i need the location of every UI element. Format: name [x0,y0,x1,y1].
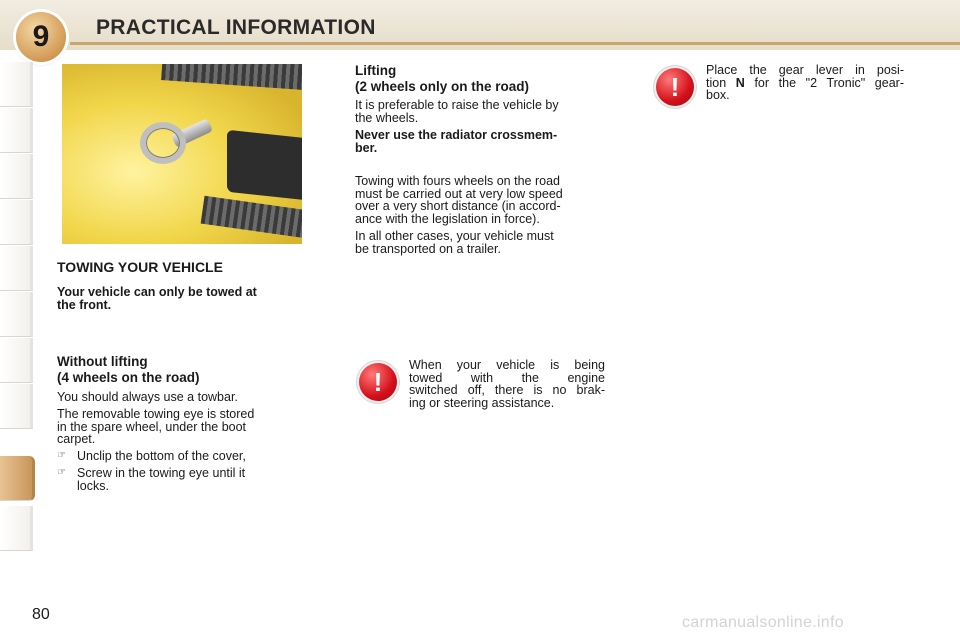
without-lifting-heading [57,354,200,386]
grille-upper [161,64,302,92]
pointing-hand-icon: ☞ [57,450,66,461]
text-line: must be carried out at very low speed [355,186,563,201]
text-line: Towing with fours wheels on the road [355,174,560,188]
four-wheels-towing-text [355,175,607,225]
pointing-hand-icon: ☞ [57,467,66,478]
warning-icon: ! [359,363,397,401]
grille-lower [201,196,302,240]
text-line: the front. [57,297,112,312]
chapter-tab[interactable] [0,200,33,245]
text-line: ance with the legislation in force). [355,211,540,226]
chapter-tab[interactable] [0,506,33,551]
gear-lever-warning-text [706,64,904,102]
bumper-opening [227,130,302,200]
front-only-note [57,286,309,311]
watermark: carmanualsonline.info [682,614,844,631]
header-rule [70,42,960,45]
chapter-tab-active[interactable] [0,456,35,501]
chapter-tab[interactable] [0,108,33,153]
heading-line: Lifting [355,63,397,78]
chapter-badge [16,12,66,62]
text-line: box. [706,88,730,102]
chapter-tab[interactable] [0,292,33,337]
radiator-crossmember-warning [355,129,607,154]
text-line: locks. [77,478,109,493]
text-line: When your vehicle is being [409,358,605,372]
towing-eye-photo [62,64,302,244]
text-line: over a very short distance (in accord- [355,199,561,213]
chapter-tab[interactable] [0,384,33,429]
page-title: PRACTICAL INFORMATION [96,16,376,39]
text-fragment: tion [706,75,736,90]
towbar-text: You should always use a towbar. [57,390,238,404]
chapter-tabs [0,62,34,572]
chapter-tab[interactable] [0,246,33,291]
page-number: 80 [32,606,50,623]
text-line: Screw in the towing eye until it [77,466,246,480]
text-line: the wheels. [355,110,419,125]
text-line: ing or steering assistance. [409,395,555,410]
gear-position-label: N [735,75,745,90]
towing-eye-storage-text [57,408,309,446]
text-line: Place the gear lever in posi- [706,63,904,77]
section-title: TOWING YOUR VEHICLE [57,259,223,275]
list-item-text [77,467,309,492]
text-line: The removable towing eye is stored [57,407,255,421]
engine-off-warning-text [409,359,605,409]
list-item-text: Unclip the bottom of the cover, [77,449,246,463]
text-line: In all other cases, your vehicle must [355,229,554,243]
text-line: carpet. [57,432,96,446]
towing-eye-ring [140,122,186,164]
chapter-tab[interactable] [0,154,33,199]
text-line: It is preferable to raise the vehicle by [355,98,559,112]
text-line: switched off, there is no brak- [409,383,605,397]
chapter-number: 9 [32,20,50,53]
heading-line: (4 wheels on the road) [57,370,200,385]
text-line: ber. [355,140,378,155]
chapter-tab[interactable] [0,338,33,383]
list-item [57,467,309,495]
warning-icon: ! [656,68,694,106]
text-line: Your vehicle can only be towed at [57,285,257,299]
text-line: towed with the engine [409,370,605,385]
text-line: in the spare wheel, under the boot [57,419,247,434]
heading-line: Without lifting [57,354,148,369]
text-line: Never use the radiator crossmem- [355,128,558,142]
raise-by-wheels-text [355,99,607,124]
text-line: be transported on a trailer. [355,241,501,256]
chapter-tab[interactable] [0,62,33,107]
trailer-text [355,230,607,255]
text-line [706,77,904,90]
text-fragment: for the "2 Tronic" gear- [744,75,904,90]
lifting-heading [355,63,529,95]
heading-line: (2 wheels only on the road) [355,79,530,94]
